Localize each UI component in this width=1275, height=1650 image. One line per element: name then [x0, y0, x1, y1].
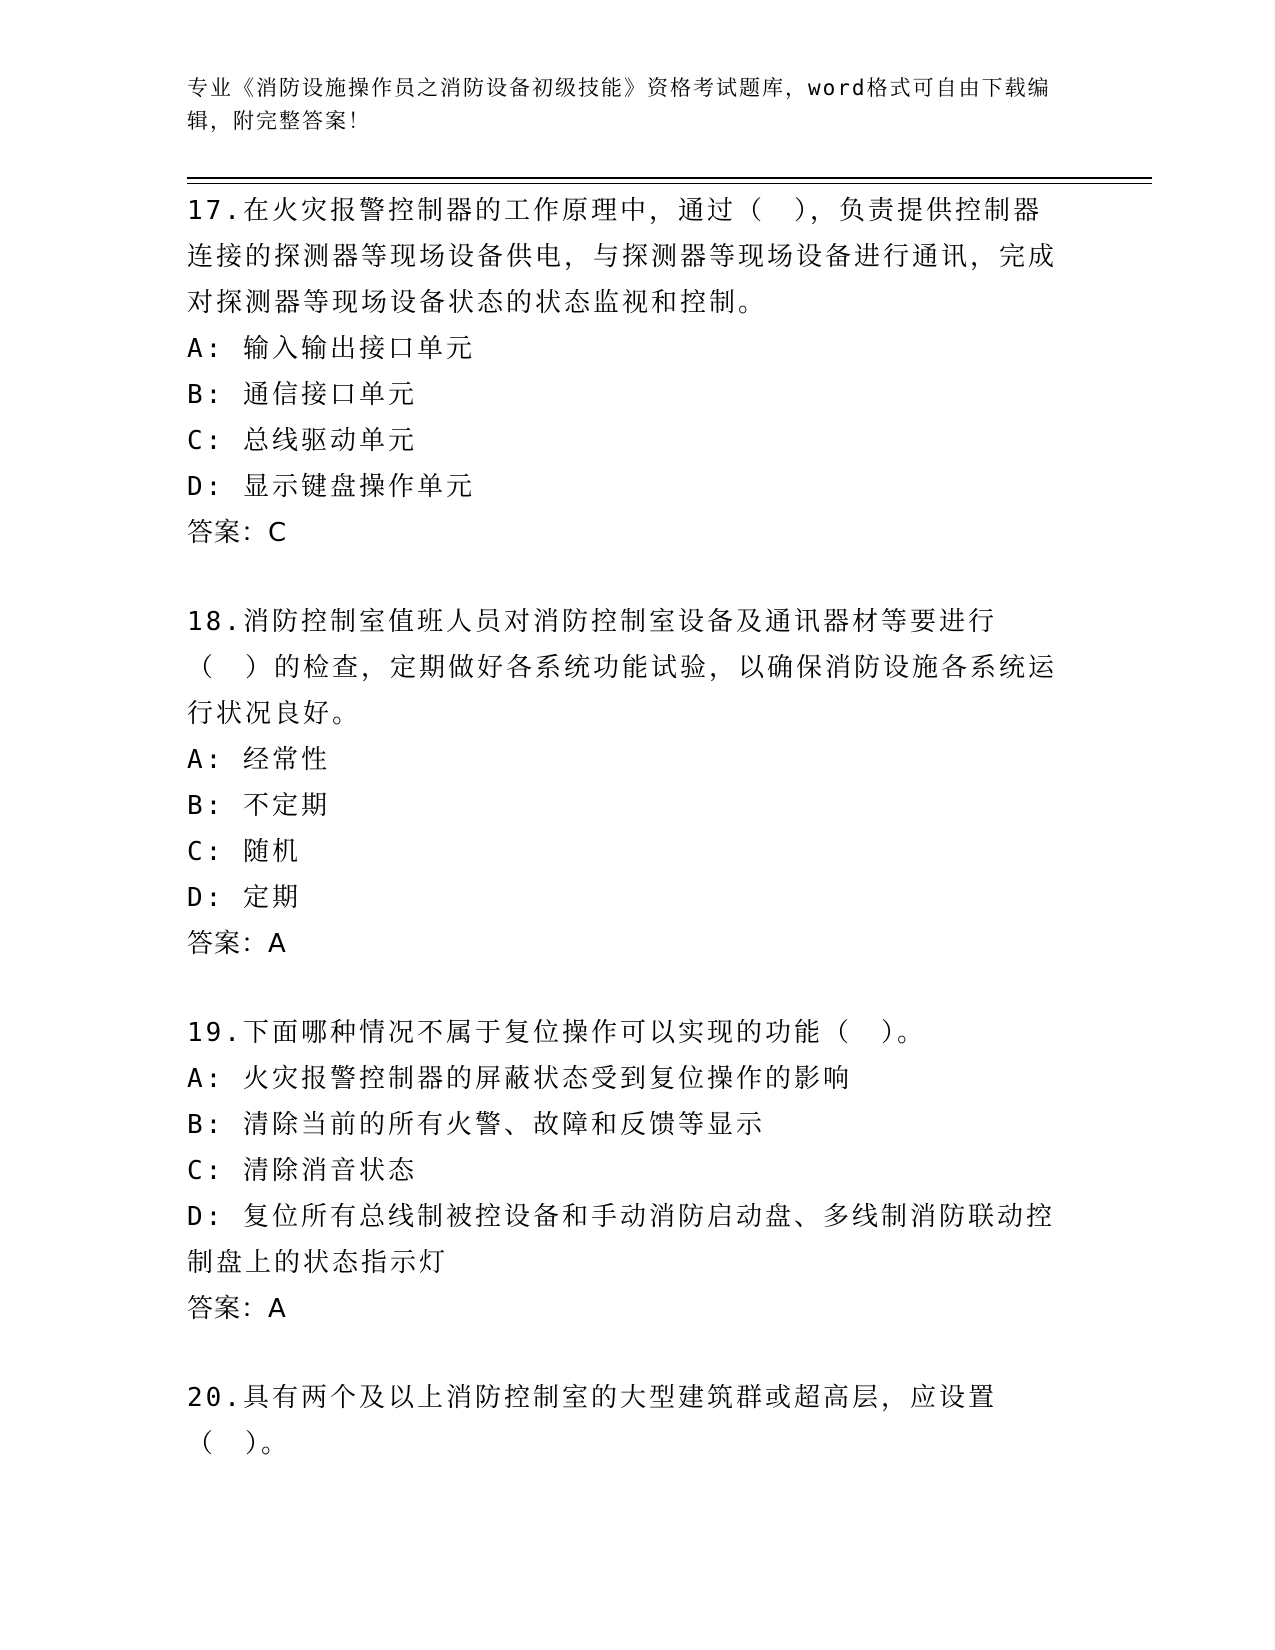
option-a: A: 经常性 [187, 745, 330, 775]
document-header: 专业《消防设施操作员之消防设备初级技能》资格考试题库，word格式可自由下载编辑，附完整答案！ [187, 76, 1051, 133]
answer-line: 答案：A [187, 1294, 287, 1324]
question-list [187, 188, 1067, 1467]
option-b: B: 不定期 [187, 791, 330, 821]
question-18 [187, 599, 1067, 967]
question-stem: 19.下面哪种情况不属于复位操作可以实现的功能（ ）。 [187, 1018, 926, 1048]
option-c: C: 清除消音状态 [187, 1156, 417, 1186]
answer-line: 答案：C [187, 518, 288, 548]
question-20 [187, 1375, 1067, 1467]
option-b: B: 清除当前的所有火警、故障和反馈等显示 [187, 1110, 765, 1140]
header-divider-thick [187, 177, 1152, 179]
option-d: D: 复位所有总线制被控设备和手动消防启动盘、多线制消防联动控制盘上的状态指示灯 [187, 1202, 1055, 1278]
question-19 [187, 1010, 1067, 1332]
question-stem: 18.消防控制室值班人员对消防控制室设备及通讯器材等要进行（ ）的检查，定期做好各系统功能试验，以确保消防设施各系统运行状况良好。 [187, 607, 1058, 729]
option-a: A: 火灾报警控制器的屏蔽状态受到复位操作的影响 [187, 1064, 852, 1094]
option-c: C: 总线驱动单元 [187, 426, 417, 456]
option-d: D: 定期 [187, 883, 301, 913]
option-c: C: 随机 [187, 837, 301, 867]
answer-line: 答案：A [187, 929, 287, 959]
question-stem: 20.具有两个及以上消防控制室的大型建筑群或超高层，应设置（ ）。 [187, 1383, 997, 1459]
option-a: A: 输入输出接口单元 [187, 334, 475, 364]
option-d: D: 显示键盘操作单元 [187, 472, 475, 502]
question-17 [187, 188, 1067, 556]
question-stem: 17.在火灾报警控制器的工作原理中，通过（ ），负责提供控制器连接的探测器等现场设备供电，与探测器等现场设备进行通讯，完成对探测器等现场设备状态的状态监视和控制。 [187, 196, 1058, 318]
option-b: B: 通信接口单元 [187, 380, 417, 410]
header-divider-thin [187, 183, 1152, 184]
